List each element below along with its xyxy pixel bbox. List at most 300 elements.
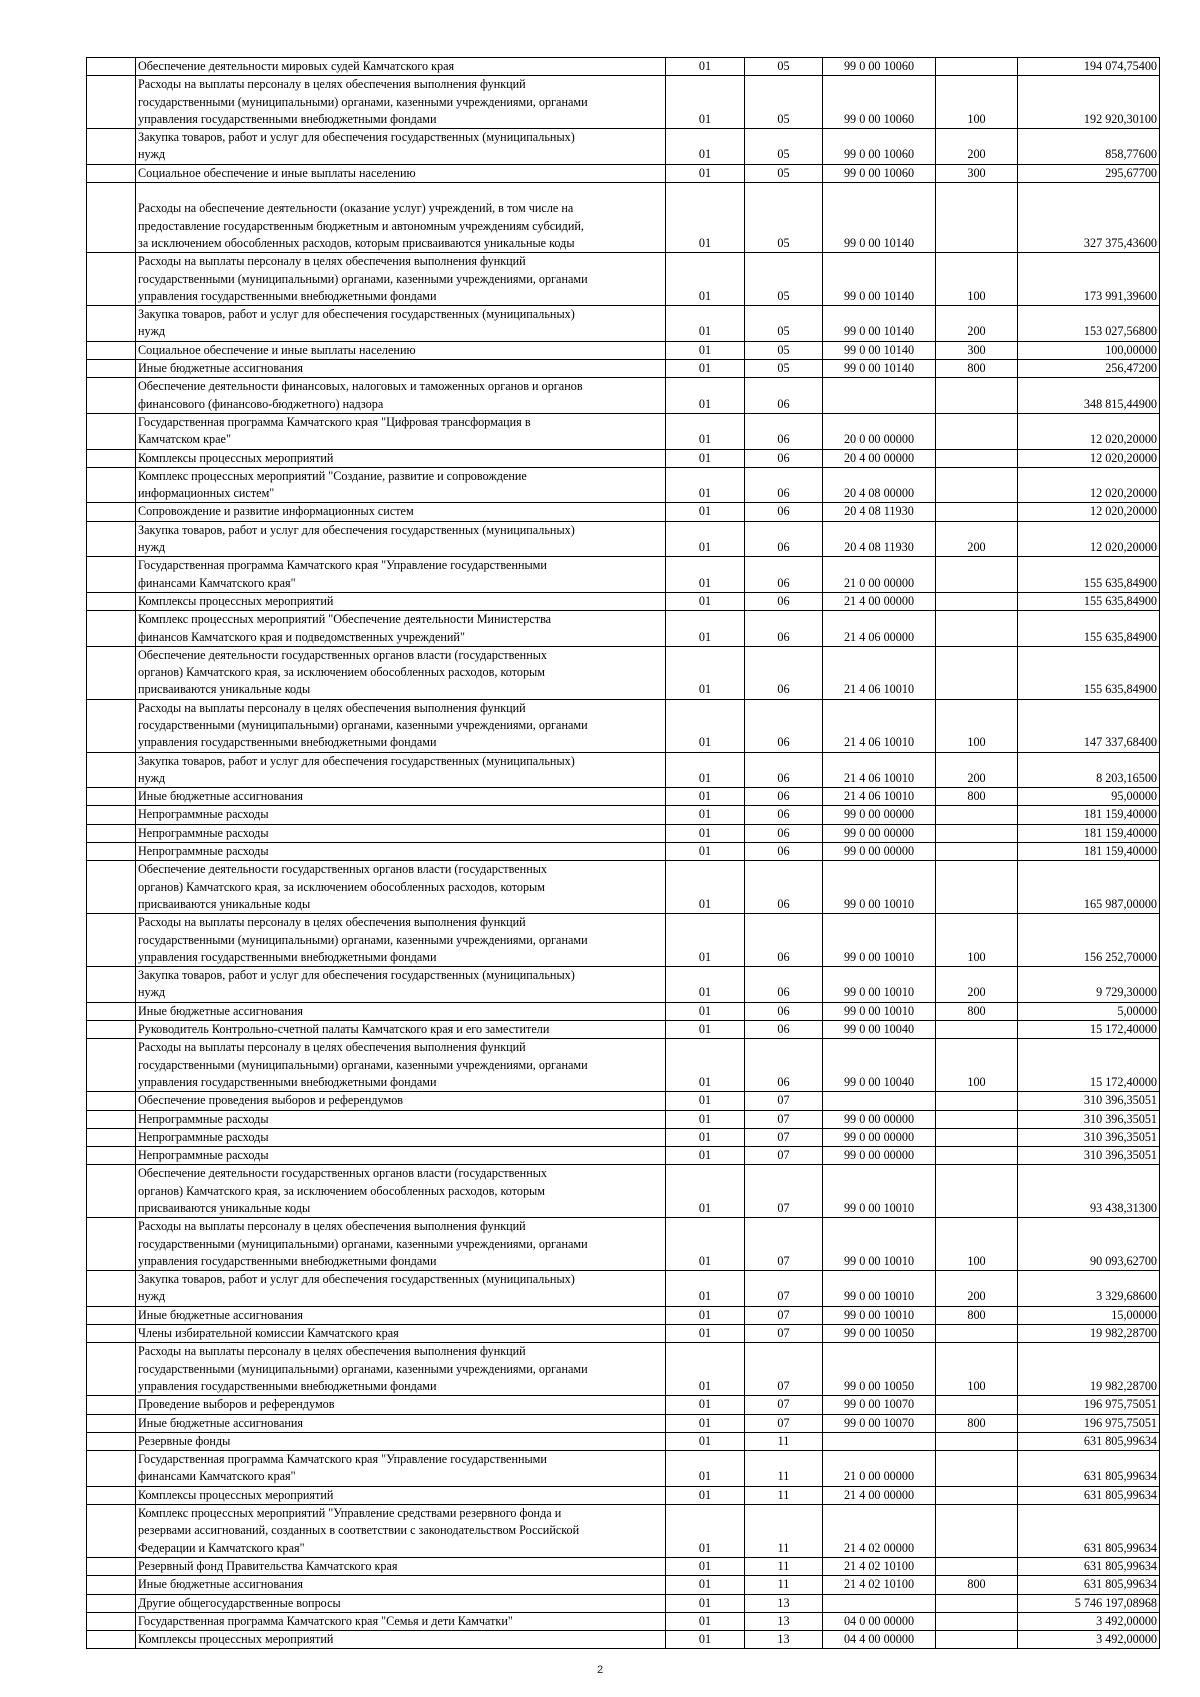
section-code-cell: 01	[666, 788, 745, 806]
expense-name-cell: Другие общегосударственные вопросы	[136, 1594, 666, 1612]
expense-type-cell	[936, 183, 1018, 253]
section-code-cell: 01	[666, 1110, 745, 1128]
section-code-cell: 01	[666, 306, 745, 342]
target-article-cell: 99 0 00 10070	[823, 1396, 936, 1414]
subsection-code-cell: 05	[745, 341, 823, 359]
target-article-cell	[823, 1594, 936, 1612]
table-row	[87, 1325, 1160, 1343]
expense-name-cell: Иные бюджетные ассигнования	[136, 1576, 666, 1594]
target-article-cell: 99 0 00 10140	[823, 341, 936, 359]
amount-cell: 181 159,40000	[1018, 806, 1160, 824]
row-index-cell	[87, 1306, 136, 1324]
section-code-cell: 01	[666, 58, 745, 76]
expense-type-cell	[936, 557, 1018, 593]
table-row	[87, 1218, 1160, 1271]
section-code-cell: 01	[666, 1147, 745, 1165]
subsection-code-cell: 06	[745, 521, 823, 557]
section-code-cell: 01	[666, 1612, 745, 1630]
target-article-cell: 99 0 00 10010	[823, 1165, 936, 1218]
row-index-cell	[87, 413, 136, 449]
budget-table-body	[87, 58, 1160, 1649]
expense-name-cell: Непрограммные расходы	[136, 1110, 666, 1128]
expense-name-cell: Комплекс процессных мероприятий "Обеспечение деятельности Министерства финансов Камчатского края и подведомственных учреждений"	[136, 611, 666, 647]
expense-type-cell: 100	[936, 699, 1018, 752]
expense-type-cell: 200	[936, 306, 1018, 342]
subsection-code-cell: 13	[745, 1594, 823, 1612]
row-index-cell	[87, 806, 136, 824]
expense-name-cell: Закупка товаров, работ и услуг для обеспечения государственных (муниципальных) нужд	[136, 967, 666, 1003]
row-index-cell	[87, 646, 136, 699]
expense-name-cell: Расходы на обеспечение деятельности (оказание услуг) учреждений, в том числе на предоставление государственным бюджетным и автономным учреждениям субсидий, за исключением обособленных расходов, которым присваиваются уникальные коды	[136, 183, 666, 253]
section-code-cell: 01	[666, 164, 745, 182]
subsection-code-cell: 07	[745, 1306, 823, 1324]
expense-name-cell: Проведение выборов и референдумов	[136, 1396, 666, 1414]
amount-cell: 192 920,30100	[1018, 76, 1160, 129]
table-row	[87, 449, 1160, 467]
expense-name-cell: Расходы на выплаты персоналу в целях обеспечения выполнения функций государственными (муниципальными) органами, казенными учреждениями, органами управления государственными внебюджетными фондами	[136, 1218, 666, 1271]
amount-cell: 196 975,75051	[1018, 1414, 1160, 1432]
row-index-cell	[87, 1576, 136, 1594]
expense-name-cell: Закупка товаров, работ и услуг для обеспечения государственных (муниципальных) нужд	[136, 752, 666, 788]
table-row	[87, 1451, 1160, 1487]
target-article-cell: 99 0 00 10010	[823, 967, 936, 1003]
expense-name-cell: Обеспечение деятельности государственных органов власти (государственных органов) Камчатского края, за исключением обособленных расходов, которым присваиваются уникальные коды	[136, 1165, 666, 1218]
expense-name-cell: Непрограммные расходы	[136, 806, 666, 824]
subsection-code-cell: 07	[745, 1128, 823, 1146]
expense-type-cell	[936, 1147, 1018, 1165]
amount-cell: 196 975,75051	[1018, 1396, 1160, 1414]
subsection-code-cell: 07	[745, 1110, 823, 1128]
row-index-cell	[87, 1039, 136, 1092]
row-index-cell	[87, 1271, 136, 1307]
subsection-code-cell: 06	[745, 967, 823, 1003]
row-index-cell	[87, 378, 136, 414]
section-code-cell: 01	[666, 253, 745, 306]
target-article-cell: 21 4 06 10010	[823, 752, 936, 788]
expense-type-cell	[936, 1432, 1018, 1450]
subsection-code-cell: 07	[745, 1092, 823, 1110]
row-index-cell	[87, 1092, 136, 1110]
row-index-cell	[87, 1002, 136, 1020]
expense-name-cell: Сопровождение и развитие информационных систем	[136, 503, 666, 521]
expense-type-cell	[936, 1631, 1018, 1649]
expense-name-cell: Иные бюджетные ассигнования	[136, 1002, 666, 1020]
target-article-cell: 99 0 00 10010	[823, 1002, 936, 1020]
expense-type-cell: 100	[936, 1218, 1018, 1271]
target-article-cell: 21 4 02 00000	[823, 1505, 936, 1558]
table-row	[87, 253, 1160, 306]
section-code-cell: 01	[666, 1631, 745, 1649]
expense-type-cell	[936, 646, 1018, 699]
amount-cell: 631 805,99634	[1018, 1557, 1160, 1575]
amount-cell: 631 805,99634	[1018, 1451, 1160, 1487]
target-article-cell: 99 0 00 10040	[823, 1021, 936, 1039]
target-article-cell	[823, 1092, 936, 1110]
amount-cell: 3 492,00000	[1018, 1631, 1160, 1649]
row-index-cell	[87, 467, 136, 503]
table-row	[87, 592, 1160, 610]
expense-name-cell: Расходы на выплаты персоналу в целях обеспечения выполнения функций государственными (муниципальными) органами, казенными учреждениями, органами управления государственными внебюджетными фондами	[136, 1343, 666, 1396]
table-row	[87, 467, 1160, 503]
amount-cell: 256,47200	[1018, 360, 1160, 378]
subsection-code-cell: 05	[745, 360, 823, 378]
amount-cell: 9 729,30000	[1018, 967, 1160, 1003]
row-index-cell	[87, 1396, 136, 1414]
subsection-code-cell: 11	[745, 1505, 823, 1558]
amount-cell: 155 635,84900	[1018, 646, 1160, 699]
section-code-cell: 01	[666, 341, 745, 359]
amount-cell: 5 746 197,08968	[1018, 1594, 1160, 1612]
section-code-cell: 01	[666, 843, 745, 861]
subsection-code-cell: 06	[745, 699, 823, 752]
expense-name-cell: Иные бюджетные ассигнования	[136, 1306, 666, 1324]
expense-name-cell: Комплекс процессных мероприятий "Создание, развитие и сопровождение информационных систем"	[136, 467, 666, 503]
section-code-cell: 01	[666, 1165, 745, 1218]
subsection-code-cell: 06	[745, 467, 823, 503]
expense-type-cell	[936, 1165, 1018, 1218]
expense-name-cell: Непрограммные расходы	[136, 824, 666, 842]
expense-type-cell	[936, 592, 1018, 610]
row-index-cell	[87, 58, 136, 76]
expense-type-cell	[936, 611, 1018, 647]
expense-type-cell: 100	[936, 253, 1018, 306]
subsection-code-cell: 11	[745, 1486, 823, 1504]
section-code-cell: 01	[666, 467, 745, 503]
section-code-cell: 01	[666, 378, 745, 414]
table-row	[87, 503, 1160, 521]
section-code-cell: 01	[666, 646, 745, 699]
section-code-cell: 01	[666, 521, 745, 557]
table-row	[87, 1557, 1160, 1575]
expense-name-cell: Расходы на выплаты персоналу в целях обеспечения выполнения функций государственными (муниципальными) органами, казенными учреждениями, органами управления государственными внебюджетными фондами	[136, 1039, 666, 1092]
target-article-cell: 20 0 00 00000	[823, 413, 936, 449]
amount-cell: 181 159,40000	[1018, 824, 1160, 842]
expense-type-cell: 800	[936, 788, 1018, 806]
table-row	[87, 1147, 1160, 1165]
row-index-cell	[87, 1165, 136, 1218]
amount-cell: 173 991,39600	[1018, 253, 1160, 306]
subsection-code-cell: 06	[745, 378, 823, 414]
amount-cell: 631 805,99634	[1018, 1576, 1160, 1594]
subsection-code-cell: 13	[745, 1612, 823, 1630]
row-index-cell	[87, 1612, 136, 1630]
expense-type-cell: 100	[936, 1343, 1018, 1396]
target-article-cell: 99 0 00 00000	[823, 1110, 936, 1128]
subsection-code-cell: 07	[745, 1396, 823, 1414]
expense-type-cell	[936, 1451, 1018, 1487]
table-row	[87, 1271, 1160, 1307]
table-row	[87, 843, 1160, 861]
section-code-cell: 01	[666, 1343, 745, 1396]
subsection-code-cell: 06	[745, 1039, 823, 1092]
target-article-cell: 99 0 00 10010	[823, 1271, 936, 1307]
section-code-cell: 01	[666, 806, 745, 824]
row-index-cell	[87, 306, 136, 342]
expense-type-cell	[936, 806, 1018, 824]
expense-type-cell	[936, 1557, 1018, 1575]
target-article-cell	[823, 1432, 936, 1450]
expense-name-cell: Комплексы процессных мероприятий	[136, 592, 666, 610]
amount-cell: 310 396,35051	[1018, 1128, 1160, 1146]
row-index-cell	[87, 1325, 136, 1343]
amount-cell: 15,00000	[1018, 1306, 1160, 1324]
section-code-cell: 01	[666, 557, 745, 593]
amount-cell: 194 074,75400	[1018, 58, 1160, 76]
amount-cell: 19 982,28700	[1018, 1325, 1160, 1343]
amount-cell: 3 492,00000	[1018, 1612, 1160, 1630]
expense-type-cell	[936, 1092, 1018, 1110]
section-code-cell: 01	[666, 503, 745, 521]
target-article-cell: 04 0 00 00000	[823, 1612, 936, 1630]
expense-type-cell: 800	[936, 1414, 1018, 1432]
target-article-cell: 21 4 06 10010	[823, 646, 936, 699]
expense-name-cell: Закупка товаров, работ и услуг для обеспечения государственных (муниципальных) нужд	[136, 521, 666, 557]
expense-name-cell: Государственная программа Камчатского края "Цифровая трансформация в Камчатском крае"	[136, 413, 666, 449]
amount-cell: 93 438,31300	[1018, 1165, 1160, 1218]
subsection-code-cell: 06	[745, 413, 823, 449]
expense-type-cell	[936, 1594, 1018, 1612]
expense-type-cell	[936, 467, 1018, 503]
table-row	[87, 646, 1160, 699]
expense-type-cell: 100	[936, 914, 1018, 967]
target-article-cell: 21 4 02 10100	[823, 1576, 936, 1594]
table-row	[87, 58, 1160, 76]
target-article-cell: 99 0 00 10060	[823, 76, 936, 129]
target-article-cell: 21 4 02 10100	[823, 1557, 936, 1575]
amount-cell: 15 172,40000	[1018, 1039, 1160, 1092]
amount-cell: 5,00000	[1018, 1002, 1160, 1020]
table-row	[87, 1039, 1160, 1092]
expense-name-cell: Расходы на выплаты персоналу в целях обеспечения выполнения функций государственными (муниципальными) органами, казенными учреждениями, органами управления государственными внебюджетными фондами	[136, 914, 666, 967]
table-row	[87, 76, 1160, 129]
section-code-cell: 01	[666, 752, 745, 788]
expense-type-cell	[936, 861, 1018, 914]
row-index-cell	[87, 253, 136, 306]
amount-cell: 310 396,35051	[1018, 1147, 1160, 1165]
section-code-cell: 01	[666, 1021, 745, 1039]
target-article-cell: 20 4 00 00000	[823, 449, 936, 467]
target-article-cell: 99 0 00 10060	[823, 129, 936, 165]
target-article-cell	[823, 378, 936, 414]
section-code-cell: 01	[666, 1218, 745, 1271]
expense-name-cell: Расходы на выплаты персоналу в целях обеспечения выполнения функций государственными (муниципальными) органами, казенными учреждениями, органами управления государственными внебюджетными фондами	[136, 76, 666, 129]
expense-name-cell: Обеспечение проведения выборов и референдумов	[136, 1092, 666, 1110]
row-index-cell	[87, 557, 136, 593]
expense-type-cell	[936, 843, 1018, 861]
expense-name-cell: Государственная программа Камчатского края "Управление государственными финансами Камчатского края"	[136, 557, 666, 593]
row-index-cell	[87, 129, 136, 165]
section-code-cell: 01	[666, 76, 745, 129]
subsection-code-cell: 05	[745, 306, 823, 342]
row-index-cell	[87, 521, 136, 557]
amount-cell: 8 203,16500	[1018, 752, 1160, 788]
amount-cell: 155 635,84900	[1018, 611, 1160, 647]
table-row	[87, 1128, 1160, 1146]
amount-cell: 631 805,99634	[1018, 1432, 1160, 1450]
row-index-cell	[87, 183, 136, 253]
target-article-cell: 99 0 00 10060	[823, 58, 936, 76]
amount-cell: 12 020,20000	[1018, 467, 1160, 503]
expense-name-cell: Обеспечение деятельности государственных органов власти (государственных органов) Камчатского края, за исключением обособленных расходов, которым присваиваются уникальные коды	[136, 646, 666, 699]
amount-cell: 348 815,44900	[1018, 378, 1160, 414]
subsection-code-cell: 06	[745, 557, 823, 593]
target-article-cell: 99 0 00 10010	[823, 1306, 936, 1324]
expense-name-cell: Иные бюджетные ассигнования	[136, 788, 666, 806]
target-article-cell: 99 0 00 00000	[823, 843, 936, 861]
row-index-cell	[87, 1451, 136, 1487]
expense-name-cell: Непрограммные расходы	[136, 1128, 666, 1146]
subsection-code-cell: 13	[745, 1631, 823, 1649]
target-article-cell: 20 4 08 11930	[823, 503, 936, 521]
expense-type-cell: 300	[936, 164, 1018, 182]
expense-name-cell: Резервные фонды	[136, 1432, 666, 1450]
subsection-code-cell: 06	[745, 806, 823, 824]
expense-type-cell: 200	[936, 752, 1018, 788]
section-code-cell: 01	[666, 824, 745, 842]
target-article-cell: 21 4 06 10010	[823, 699, 936, 752]
expense-type-cell	[936, 503, 1018, 521]
table-row	[87, 806, 1160, 824]
table-row	[87, 1631, 1160, 1649]
table-row	[87, 1576, 1160, 1594]
target-article-cell: 99 0 00 00000	[823, 806, 936, 824]
section-code-cell: 01	[666, 1594, 745, 1612]
subsection-code-cell: 06	[745, 503, 823, 521]
table-row	[87, 1396, 1160, 1414]
amount-cell: 155 635,84900	[1018, 557, 1160, 593]
target-article-cell: 99 0 00 10140	[823, 183, 936, 253]
table-row	[87, 914, 1160, 967]
table-row	[87, 129, 1160, 165]
expense-type-cell	[936, 1505, 1018, 1558]
section-code-cell: 01	[666, 1306, 745, 1324]
table-row	[87, 1594, 1160, 1612]
table-row	[87, 1486, 1160, 1504]
row-index-cell	[87, 1486, 136, 1504]
row-index-cell	[87, 1557, 136, 1575]
expense-name-cell: Непрограммные расходы	[136, 1147, 666, 1165]
row-index-cell	[87, 788, 136, 806]
expense-type-cell: 100	[936, 76, 1018, 129]
row-index-cell	[87, 76, 136, 129]
page-number: 2	[596, 1664, 604, 1676]
table-row	[87, 360, 1160, 378]
section-code-cell: 01	[666, 1325, 745, 1343]
row-index-cell	[87, 1343, 136, 1396]
expense-name-cell: Закупка товаров, работ и услуг для обеспечения государственных (муниципальных) нужд	[136, 1271, 666, 1307]
table-row	[87, 1092, 1160, 1110]
target-article-cell: 99 0 00 10140	[823, 360, 936, 378]
section-code-cell: 01	[666, 967, 745, 1003]
amount-cell: 295,67700	[1018, 164, 1160, 182]
amount-cell: 156 252,70000	[1018, 914, 1160, 967]
expense-name-cell: Непрограммные расходы	[136, 843, 666, 861]
table-row	[87, 967, 1160, 1003]
expense-name-cell: Социальное обеспечение и иные выплаты населению	[136, 341, 666, 359]
expense-name-cell: Комплекс процессных мероприятий "Управление средствами резервного фонда и резервами ассигнований, созданных в соответствии с законодательством Российской Федерации и Камчатского края"	[136, 1505, 666, 1558]
table-row	[87, 1414, 1160, 1432]
subsection-code-cell: 07	[745, 1325, 823, 1343]
subsection-code-cell: 07	[745, 1218, 823, 1271]
expense-name-cell: Закупка товаров, работ и услуг для обеспечения государственных (муниципальных) нужд	[136, 129, 666, 165]
section-code-cell: 01	[666, 183, 745, 253]
expense-type-cell: 200	[936, 967, 1018, 1003]
subsection-code-cell: 07	[745, 1414, 823, 1432]
expense-type-cell: 300	[936, 341, 1018, 359]
target-article-cell: 20 4 08 00000	[823, 467, 936, 503]
row-index-cell	[87, 1594, 136, 1612]
row-index-cell	[87, 1147, 136, 1165]
row-index-cell	[87, 611, 136, 647]
subsection-code-cell: 11	[745, 1557, 823, 1575]
table-row	[87, 1002, 1160, 1020]
expense-name-cell: Обеспечение деятельности финансовых, налоговых и таможенных органов и органов финансового (финансово-бюджетного) надзора	[136, 378, 666, 414]
expense-type-cell	[936, 58, 1018, 76]
section-code-cell: 01	[666, 1128, 745, 1146]
amount-cell: 147 337,68400	[1018, 699, 1160, 752]
target-article-cell: 99 0 00 10050	[823, 1325, 936, 1343]
section-code-cell: 01	[666, 592, 745, 610]
row-index-cell	[87, 1505, 136, 1558]
section-code-cell: 01	[666, 611, 745, 647]
expense-name-cell: Закупка товаров, работ и услуг для обеспечения государственных (муниципальных) нужд	[136, 306, 666, 342]
row-index-cell	[87, 1432, 136, 1450]
amount-cell: 12 020,20000	[1018, 413, 1160, 449]
expense-name-cell: Иные бюджетные ассигнования	[136, 360, 666, 378]
expense-type-cell	[936, 1396, 1018, 1414]
section-code-cell: 01	[666, 413, 745, 449]
row-index-cell	[87, 914, 136, 967]
expense-name-cell: Расходы на выплаты персоналу в целях обеспечения выполнения функций государственными (муниципальными) органами, казенными учреждениями, органами управления государственными внебюджетными фондами	[136, 253, 666, 306]
table-row	[87, 341, 1160, 359]
expense-name-cell: Комплексы процессных мероприятий	[136, 1486, 666, 1504]
expense-name-cell: Социальное обеспечение и иные выплаты населению	[136, 164, 666, 182]
subsection-code-cell: 06	[745, 1021, 823, 1039]
table-row	[87, 861, 1160, 914]
expense-type-cell	[936, 449, 1018, 467]
section-code-cell: 01	[666, 1039, 745, 1092]
table-row	[87, 788, 1160, 806]
subsection-code-cell: 06	[745, 824, 823, 842]
amount-cell: 95,00000	[1018, 788, 1160, 806]
subsection-code-cell: 06	[745, 592, 823, 610]
section-code-cell: 01	[666, 861, 745, 914]
expense-name-cell: Комплексы процессных мероприятий	[136, 1631, 666, 1649]
amount-cell: 12 020,20000	[1018, 449, 1160, 467]
target-article-cell: 21 4 06 10010	[823, 788, 936, 806]
table-row	[87, 1165, 1160, 1218]
row-index-cell	[87, 503, 136, 521]
subsection-code-cell: 07	[745, 1147, 823, 1165]
expense-type-cell	[936, 1486, 1018, 1504]
subsection-code-cell: 11	[745, 1432, 823, 1450]
expense-type-cell: 200	[936, 1271, 1018, 1307]
section-code-cell: 01	[666, 699, 745, 752]
expense-type-cell	[936, 824, 1018, 842]
section-code-cell: 01	[666, 1557, 745, 1575]
subsection-code-cell: 06	[745, 449, 823, 467]
subsection-code-cell: 07	[745, 1343, 823, 1396]
row-index-cell	[87, 1110, 136, 1128]
subsection-code-cell: 05	[745, 58, 823, 76]
table-row	[87, 699, 1160, 752]
expense-type-cell	[936, 1325, 1018, 1343]
amount-cell: 165 987,00000	[1018, 861, 1160, 914]
row-index-cell	[87, 1631, 136, 1649]
section-code-cell: 01	[666, 1576, 745, 1594]
expense-type-cell	[936, 1021, 1018, 1039]
amount-cell: 155 635,84900	[1018, 592, 1160, 610]
